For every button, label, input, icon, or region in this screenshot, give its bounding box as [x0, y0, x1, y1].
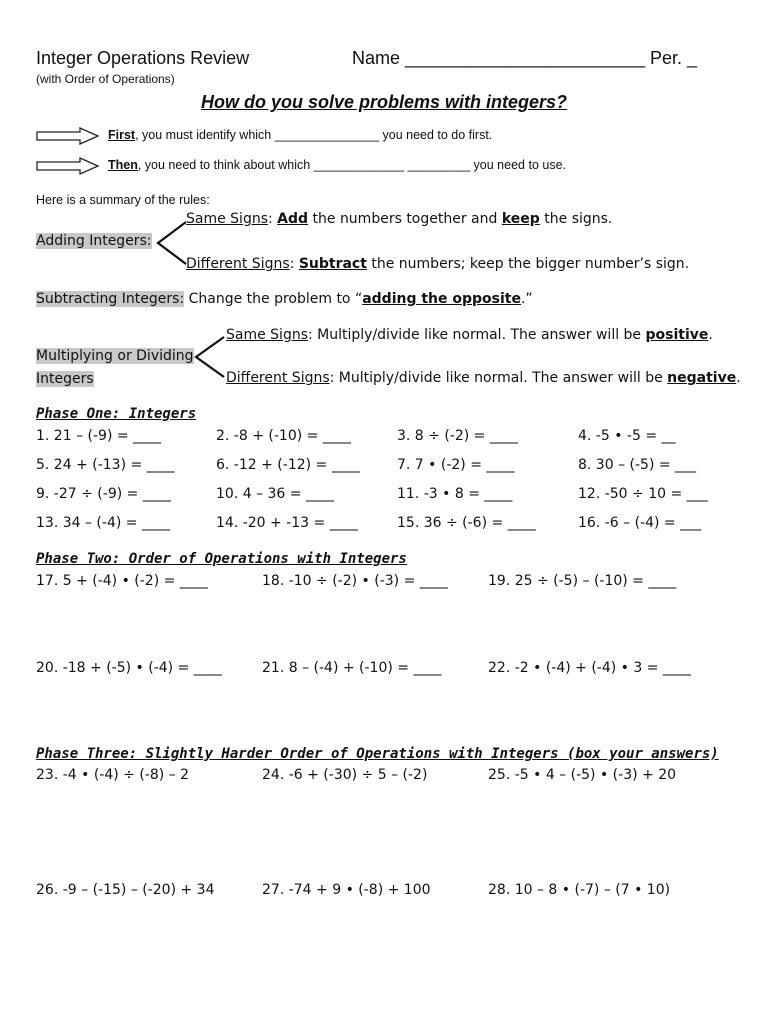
problem-6: 6. -12 + (-12) = ____ [216, 457, 360, 473]
worksheet-subtitle: (with Order of Operations) [36, 72, 175, 86]
bracket-icon [194, 335, 226, 379]
problem-9: 9. -27 ÷ (-9) = ____ [36, 486, 171, 502]
subtracting-integers-label: Subtracting Integers: [36, 291, 185, 307]
problem-21: 21. 8 – (-4) + (-10) = ____ [262, 660, 442, 676]
phase-three-title: Phase Three: Slightly Harder Order of Operations with Integers (box your answers) [36, 746, 719, 762]
problem-4: 4. -5 • -5 = __ [578, 428, 676, 444]
subtracting-integers-rule: Subtracting Integers: Change the problem to “adding the opposite.” [36, 291, 533, 307]
adding-same-signs-rule: Same Signs: Add the numbers together and keep the signs. [186, 211, 613, 227]
period-field: Per. _ [650, 48, 698, 68]
problem-12: 12. -50 ÷ 10 = ___ [578, 486, 708, 502]
step-then-text: , you need to think about which _____________ _________ you need to use. [137, 158, 566, 172]
worksheet-title: Integer Operations Review [36, 48, 250, 68]
main-question: How do you solve problems with integers? [200, 92, 568, 112]
multiplying-same-signs-rule: Same Signs: Multiply/divide like normal. The answer will be positive. [226, 327, 713, 343]
problem-11: 11. -3 • 8 = ____ [397, 486, 513, 502]
bracket-icon [156, 220, 188, 266]
problem-2: 2. -8 + (-10) = ____ [216, 428, 351, 444]
problem-17: 17. 5 + (-4) • (-2) = ____ [36, 573, 208, 589]
problem-14: 14. -20 + -13 = ____ [216, 515, 358, 531]
problem-28: 28. 10 – 8 • (-7) – (7 • 10) [488, 882, 671, 898]
adding-different-signs-rule: Different Signs: Subtract the numbers; keep the bigger number’s sign. [186, 256, 690, 272]
problem-7: 7. 7 • (-2) = ____ [397, 457, 515, 473]
step-then [108, 158, 566, 172]
multiplying-dividing-label-line2: Integers [36, 371, 94, 387]
right-arrow-icon [36, 157, 100, 175]
multiplying-different-signs-rule: Different Signs: Multiply/divide like normal. The answer will be negative. [226, 370, 741, 386]
problem-8: 8. 30 – (-5) = ___ [578, 457, 697, 473]
right-arrow-icon [36, 127, 100, 145]
adding-integers-label: Adding Integers: [36, 233, 152, 249]
problem-3: 3. 8 ÷ (-2) = ____ [397, 428, 518, 444]
problem-26: 26. -9 – (-15) – (-20) + 34 [36, 882, 215, 898]
problem-25: 25. -5 • 4 – (-5) • (-3) + 20 [488, 767, 677, 783]
step-first [108, 128, 492, 142]
problem-19: 19. 25 ÷ (-5) – (-10) = ____ [488, 573, 677, 589]
problem-16: 16. -6 – (-4) = ___ [578, 515, 702, 531]
problem-15: 15. 36 ÷ (-6) = ____ [397, 515, 536, 531]
problem-1: 1. 21 – (-9) = ____ [36, 428, 162, 444]
step-first-text: , you must identify which _______________ you need to do first. [135, 128, 493, 142]
problem-27: 27. -74 + 9 • (-8) + 100 [262, 882, 431, 898]
summary-intro: Here is a summary of the rules: [36, 193, 210, 207]
problem-20: 20. -18 + (-5) • (-4) = ____ [36, 660, 222, 676]
problem-23: 23. -4 • (-4) ÷ (-8) – 2 [36, 767, 190, 783]
problem-5: 5. 24 + (-13) = ____ [36, 457, 175, 473]
problem-24: 24. -6 + (-30) ÷ 5 – (-2) [262, 767, 428, 783]
step-then-keyword: Then [108, 158, 138, 172]
name-field: Name ________________________ [352, 48, 646, 68]
phase-two-title: Phase Two: Order of Operations with Integers [36, 551, 407, 567]
problem-13: 13. 34 – (-4) = ____ [36, 515, 170, 531]
multiplying-dividing-label: Multiplying or Dividing [36, 348, 194, 364]
step-first-keyword: First [108, 128, 136, 142]
problem-10: 10. 4 – 36 = ____ [216, 486, 334, 502]
problem-22: 22. -2 • (-4) + (-4) • 3 = ____ [488, 660, 691, 676]
problem-18: 18. -10 ÷ (-2) • (-3) = ____ [262, 573, 448, 589]
phase-one-title: Phase One: Integers [36, 406, 197, 422]
